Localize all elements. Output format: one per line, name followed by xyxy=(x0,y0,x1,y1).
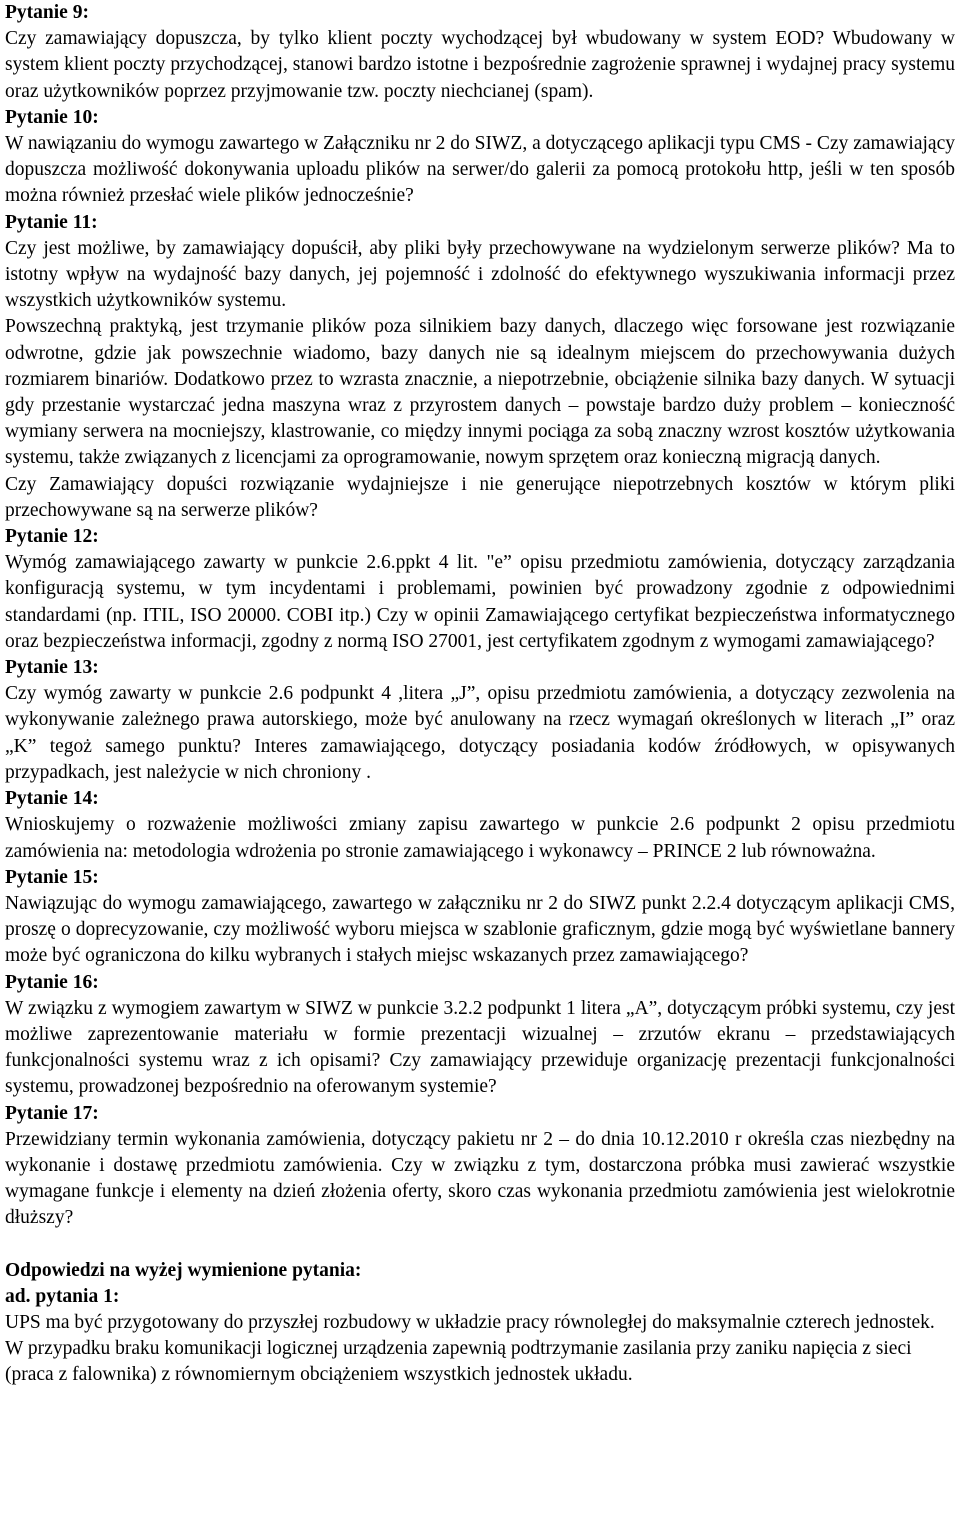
question-heading: Pytanie 14: xyxy=(5,788,99,810)
question-paragraph: Przewidziany termin wykonania zamówienia, dotyczący pakietu nr 2 – do dnia 10.12.2010 r określa czas niezbędny na wykonanie i dostawę przedmiotu zamówienia. Czy w związku z tym, dostarczona próbka musi zawierać wszystkie wymagane funkcje i elementy na dzień złożenia oferty, skoro czas wykonania przedmiotu zamówienia jest wielokrotnie dłuższy? xyxy=(5,1128,960,1229)
blank-line xyxy=(5,1232,955,1258)
question-heading: Pytanie 16: xyxy=(5,971,99,993)
question-heading: Pytanie 9: xyxy=(5,2,89,23)
question-heading: Pytanie 12: xyxy=(5,526,99,548)
answers-heading: Odpowiedzi na wyżej wymienione pytania: xyxy=(5,1259,362,1281)
question-paragraph: W związku z wymogiem zawartym w SIWZ w punkcie 3.2.2 podpunkt 1 litera „A”, dotyczącym próbki systemu, czy jest możliwe zaprezentowanie materiału w formie prezentacji wizualnej – zrzutów ekranu – przedstawiających funkcjonalności systemu wraz z ich opisami? Czy zamawiający przewiduje organizację prezentacji funkcjonalności systemu, prowadzonej bezpośrednio na oferowanym systemie? xyxy=(5,997,960,1098)
question-paragraph: Czy Zamawiający dopuści rozwiązanie wydajniejsze i nie generujące niepotrzebnych kosztów w którym pliki przechowywane są na serwerze plików? xyxy=(5,473,960,521)
question-paragraph: Wnioskujemy o rozważenie możliwości zmiany zapisu zawartego w punkcie 2.6 podpunkt 2 opisu przedmiotu zamówienia na: metodologia wdrożenia po stronie zamawiającego i wykonawcy – PRINCE 2 lub równoważna. xyxy=(5,814,960,862)
question-paragraph: Czy zamawiający dopuszcza, by tylko klient poczty wychodzącej był wbudowany w system EOD? Wbudowany w system klient poczty przychodzącej, stanowi bardzo istotne i bezpośrednie zagrożenie sprawnej i wydajnej pracy systemu oraz użytkowników poprzez przyjmowanie tzw. poczty niechcianej (spam). xyxy=(5,28,960,102)
question-paragraph: Czy wymóg zawarty w punkcie 2.6 podpunkt 4 ,litera „J”, opisu przedmiotu zamówienia, a dotyczący zezwolenia na wykonywanie zależnego prawa autorskiego, może być anulowany na rzecz wymagań określonych w literach „I” oraz „K” tegoż samego punktu? Interes zamawiającego, dotyczący posiadania kodów źródłowych, w opisywanych przypadkach, jest należycie w nich chroniony . xyxy=(5,683,960,783)
question-paragraph: Czy jest możliwe, by zamawiający dopuścił, aby pliki były przechowywane na wydzielonym serwerze plików? Ma to istotny wpływ na wydajność bazy danych, jej pojemność i zdolność do efektywnego wyszukiwania informacji przez wszystkich użytkowników systemu. xyxy=(5,237,960,312)
question-paragraph: Powszechną praktyką, jest trzymanie plików poza silnikiem bazy danych, dlaczego więc forsowane jest rozwiązanie odwrotne, gdzie jak powszechnie wiadomo, bazy danych nie są idealnym miejscem do przechowywania dużych rozmiarem binariów. Dodatkowo przez to wzrasta znacznie, a niepotrzebnie, obciążenie silnika bazy danych. W sytuacji gdy przestanie wystarczać jedna maszyna wraz z przyrostem danych – powstaje bardzo duży problem – konieczność wymiany serwera na mocniejszy, klastrowanie, co między innymi pociąga za sobą znaczny wzrost kosztów użytkowania systemu, także związanych z licencjami za oprogramowanie, nowym sprzętem oraz konieczną migracją danych. xyxy=(5,316,960,469)
question-paragraph: Wymóg zamawiającego zawarty w punkcie 2.6.ppkt 4 lit. "e” opisu przedmiotu zamówienia, dotyczący zarządzania konfiguracją systemu, w tym incydentami i problemami, powinien być prowadzony zgodnie z odpowiednimi standardami (np. ITIL, ISO 20000. COBI itp.) Czy w opinii Zamawiającego certyfikat bezpieczeństwa informatycznego oraz bezpieczeństwa informacji, zgodny z normą ISO 27001, jest certyfikatem zgodnym z wymogami zamawiającego? xyxy=(5,552,960,652)
question-heading: Pytanie 13: xyxy=(5,657,99,679)
question-heading: Pytanie 11: xyxy=(5,211,98,233)
question-paragraph: W nawiązaniu do wymogu zawartego w Załączniku nr 2 do SIWZ, a dotyczącego aplikacji typu CMS - Czy zamawiający dopuszcza możliwość dokonywania uploadu plików na serwer/do galerii za pomocą protokołu http, jeśli w ten sposób można również przesłać wiele plików jednocześnie? xyxy=(5,133,960,207)
answer-1-heading: ad. pytania 1: xyxy=(5,1285,120,1307)
question-heading: Pytanie 17: xyxy=(5,1102,99,1124)
answer-1-text: UPS ma być przygotowany do przyszłej rozbudowy w układzie pracy równoległej do maksymalnie czterech jednostek. W przypadku braku komunikacji logicznej urządzenia zapewnią podtrzymanie zasilania przy zaniku napięcia z sieci (praca z falownika) z równomiernym obciążeniem wszystkich jednostek układu. xyxy=(5,1311,940,1386)
question-heading: Pytanie 10: xyxy=(5,106,99,128)
question-paragraph: Nawiązując do wymogu zamawiającego, zawartego w załączniku nr 2 do SIWZ punkt 2.2.4 dotyczącym aplikacji CMS, proszę o doprecyzowanie, czy możliwość wyboru miejsca w szablonie graficznym, gdzie mogą być wyświetlane bannery może być ograniczona do kilku wybranych i stałych miejsc wskazanych przez zamawiającego? xyxy=(5,892,960,967)
question-heading: Pytanie 15: xyxy=(5,866,99,888)
questions-section xyxy=(5,0,960,1232)
